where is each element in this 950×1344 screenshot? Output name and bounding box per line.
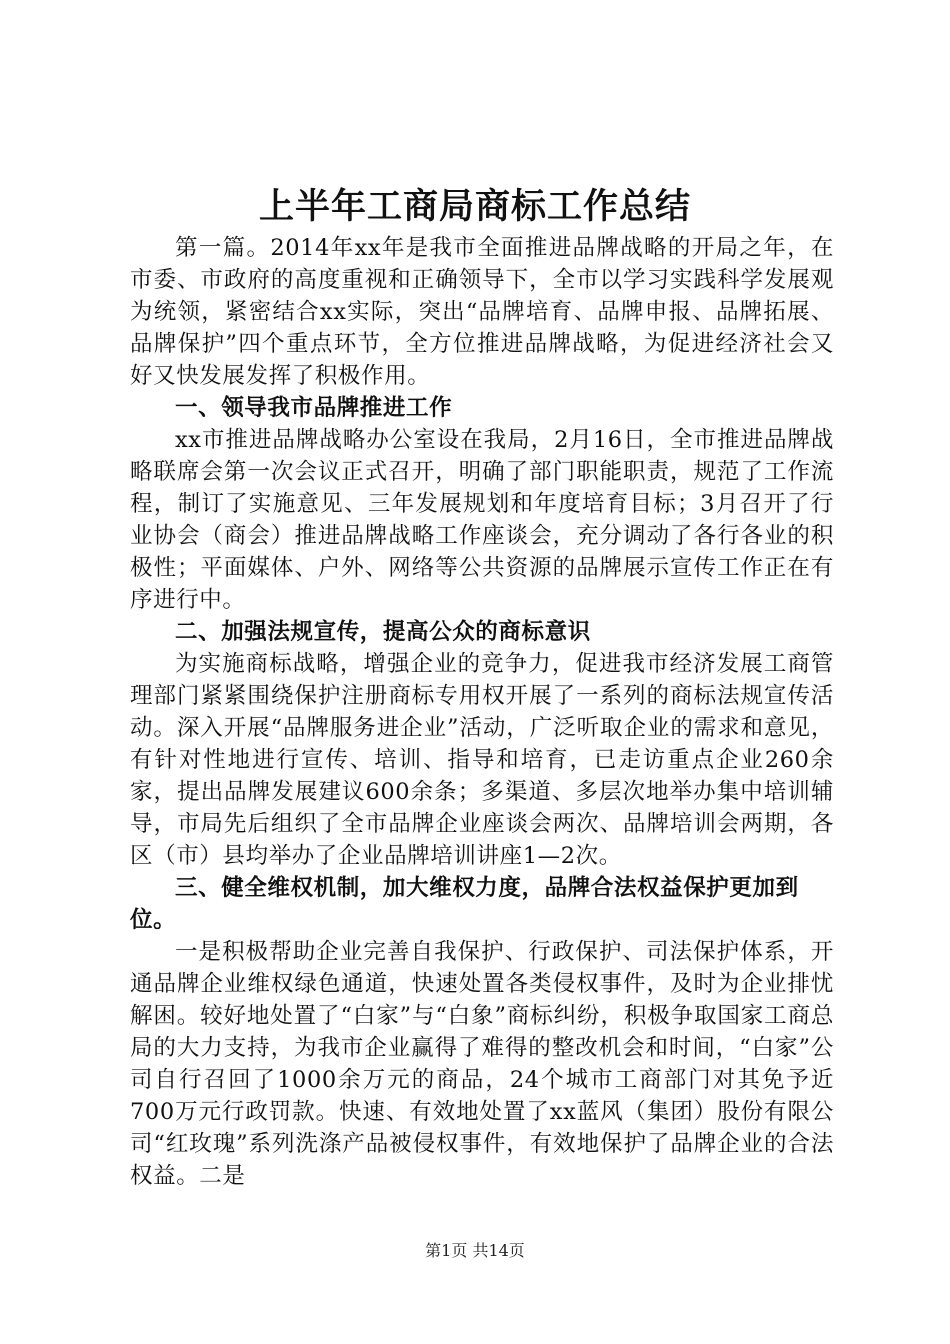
document-body	[130, 232, 834, 1192]
section-1-heading: 一、领导我市品牌推进工作	[175, 395, 453, 421]
page-footer: 第1页 共14页	[425, 1241, 525, 1260]
intro-paragraph: 第一篇。2014年xx年是我市全面推进品牌战略的开局之年，在市委、市政府的高度重视和正确领导下，全市以学习实践科学发展观为统领，紧密结合xx实际，突出“品牌培育、品牌申报、品牌拓展、品牌保护”四个重点环节，全方位推进品牌战略，为促进经济社会又好又快发展发挥了积极作用。	[130, 235, 834, 389]
document-title: 上半年工商局商标工作总结	[258, 187, 691, 227]
section-1-paragraph: xx市推进品牌战略办公室设在我局，2月16日，全市推进品牌战略联席会第一次会议正式召开，明确了部门职能职责，规范了工作流程，制订了实施意见、三年发展规划和年度培育目标；3月召开了行业协会（商会）推进品牌战略工作座谈会，充分调动了各行各业的积极性；平面媒体、户外、网络等公共资源的品牌展示宣传工作正在有序进行中。	[130, 427, 834, 613]
section-2-paragraph: 为实施商标战略，增强企业的竞争力，促进我市经济发展工商管理部门紧紧围绕保护注册商标专用权开展了一系列的商标法规宣传活动。深入开展“品牌服务进企业”活动，广泛听取企业的需求和意见，有针对性地进行宣传、培训、指导和培育，已走访重点企业260余家，提出品牌发展建议600余条；多渠道、多层次地举办集中培训辅导，市局先后组织了全市品牌企业座谈会两次、品牌培训会两期，各区（市）县均举办了企业品牌培训讲座1—2次。	[130, 651, 834, 869]
section-3-paragraph: 一是积极帮助企业完善自我保护、行政保护、司法保护体系，开通品牌企业维权绿色通道，快速处置各类侵权事件，及时为企业排忧解困。较好地处置了“白家”与“白象”商标纠纷，积极争取国家工商总局的大力支持，为我市企业赢得了难得的整改机会和时间，“白家”公司自行召回了1000余万元的商品，24个城市工商部门对其免予近700万元行政罚款。快速、有效地处置了xx蓝风（集团）股份有限公司“红玫瑰”系列洗涤产品被侵权事件，有效地保护了品牌企业的合法权益。二是	[130, 939, 834, 1189]
section-3-heading: 三、健全维权机制，加大维权力度，品牌合法权益保护更加到位。	[130, 875, 799, 933]
section-2-heading: 二、加强法规宣传，提高公众的商标意识	[175, 619, 591, 645]
